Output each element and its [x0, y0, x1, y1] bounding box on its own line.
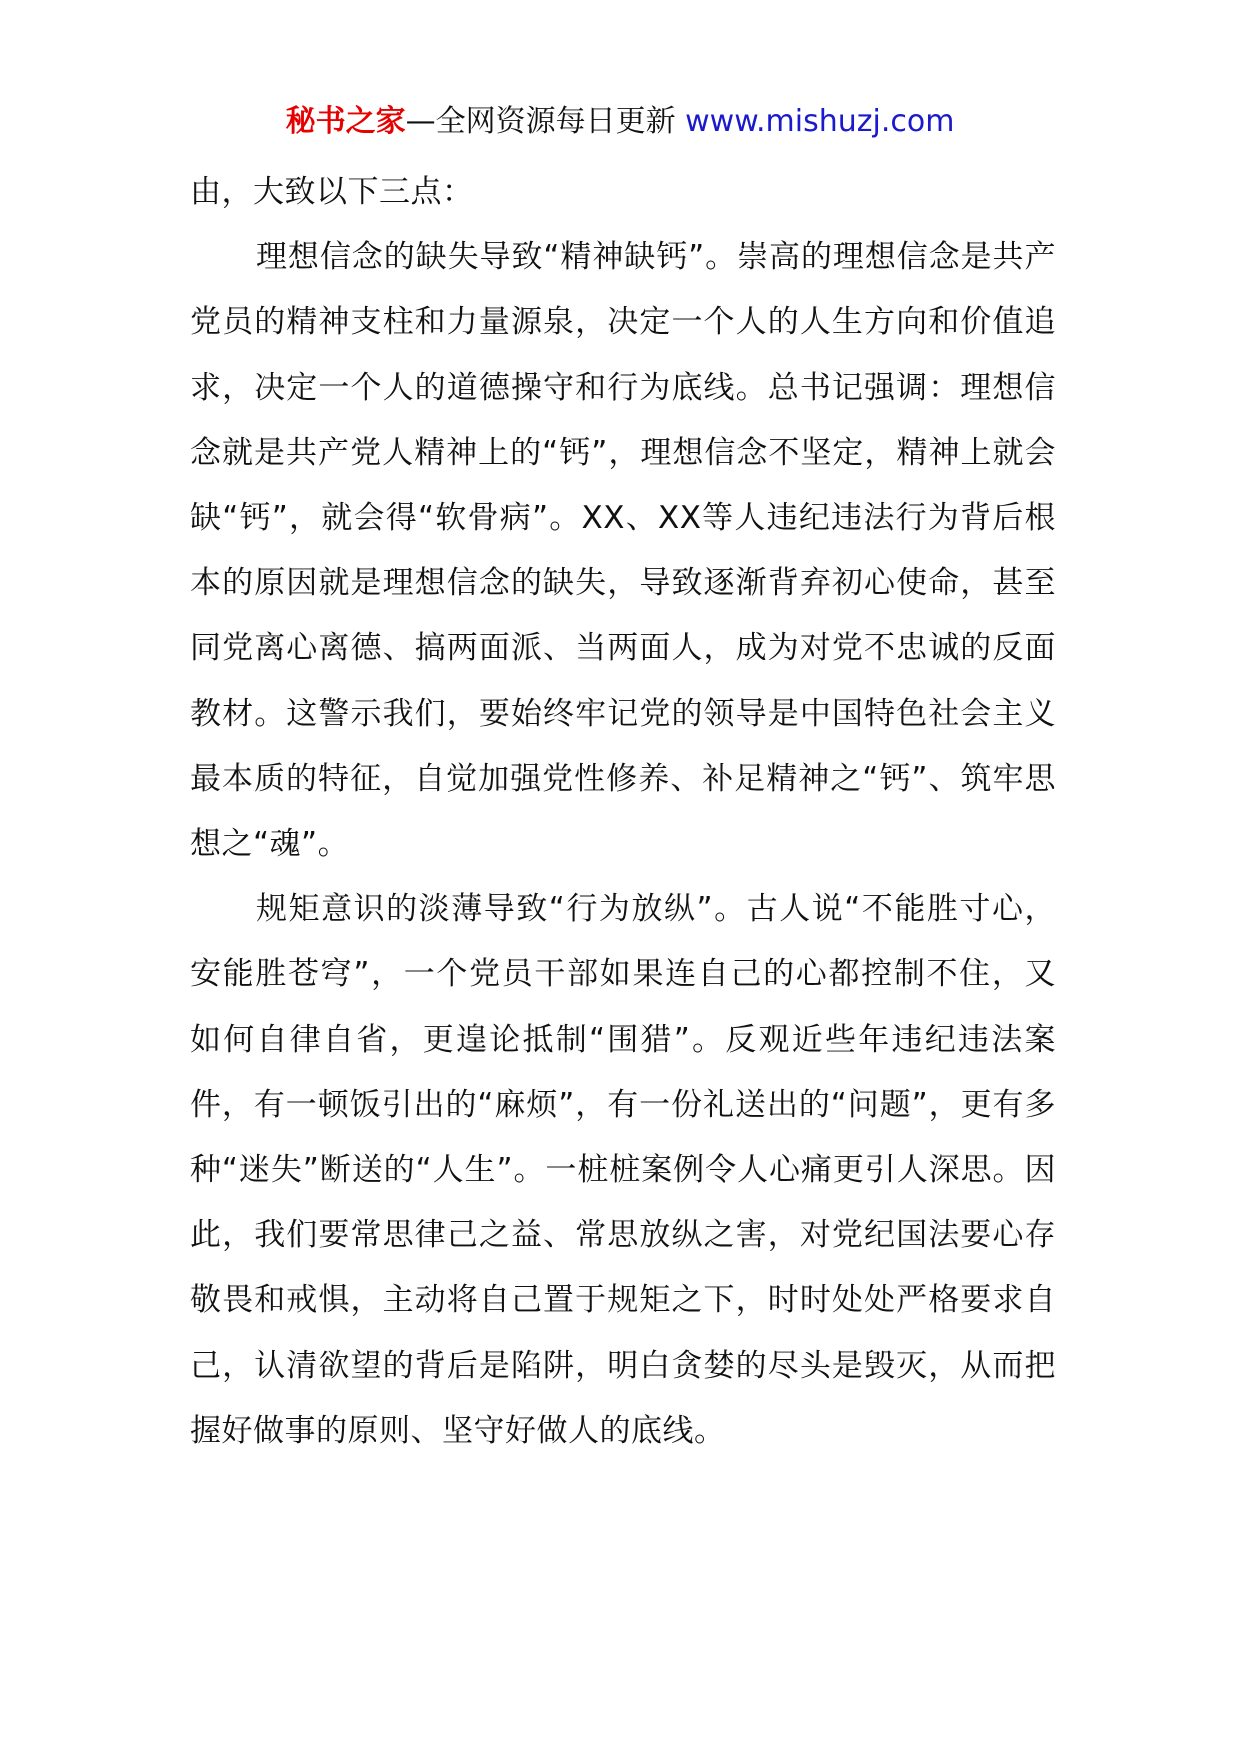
paragraph-rules: 规矩意识的淡薄导致“行为放纵”。古人说“不能胜寸心，安能胜苍穹”，一个党员干部如果连自己的心都控制不住，又如何自律自省，更遑论抵制“围猎”。反观近些年违纪违法案件，有一顿饭引出的“麻烦”，有一份礼送出的“问题”，更有多种“迷失”断送的“人生”。一桩桩案例令人心痛更引人深思。因此，我们要常思律己之益、常思放纵之害，对党纪国法要心存敬畏和戒惧，主动将自己置于规矩之下，时时处处严格要求自己，认清欲望的背后是陷阱，明白贪婪的尽头是毁灭，从而把握好做事的原则、坚守好做人的底线。 — [190, 891, 1056, 1449]
paragraph-ideals: 理想信念的缺失导致“精神缺钙”。崇高的理想信念是共产党员的精神支柱和力量源泉，决定一个人的人生方向和价值追求，决定一个人的道德操守和行为底线。总书记强调：理想信念就是共产党人精神上的“钙”，理想信念不坚定，精神上就会缺“钙”，就会得“软骨病”。XX、XX等人违纪违法行为背后根本的原因就是理想信念的缺失，导致逐渐背弃初心使命，甚至同党离心离德、搞两面派、当两面人，成为对党不忠诚的反面教材。这警示我们，要始终牢记党的领导是中国特色社会主义最本质的特征，自觉加强党性修养、补足精神之“钙”、筑牢思想之“魂”。 — [190, 239, 1056, 863]
website-url[interactable]: www.mishuzj.com — [685, 104, 955, 139]
brand-name: 秘书之家 — [285, 104, 406, 139]
page-header — [0, 100, 1240, 144]
header-tagline: —全网资源每日更新 — [405, 104, 686, 139]
paragraph-continuation: 由，大致以下三点： — [190, 174, 474, 210]
document-body — [190, 160, 1056, 1464]
